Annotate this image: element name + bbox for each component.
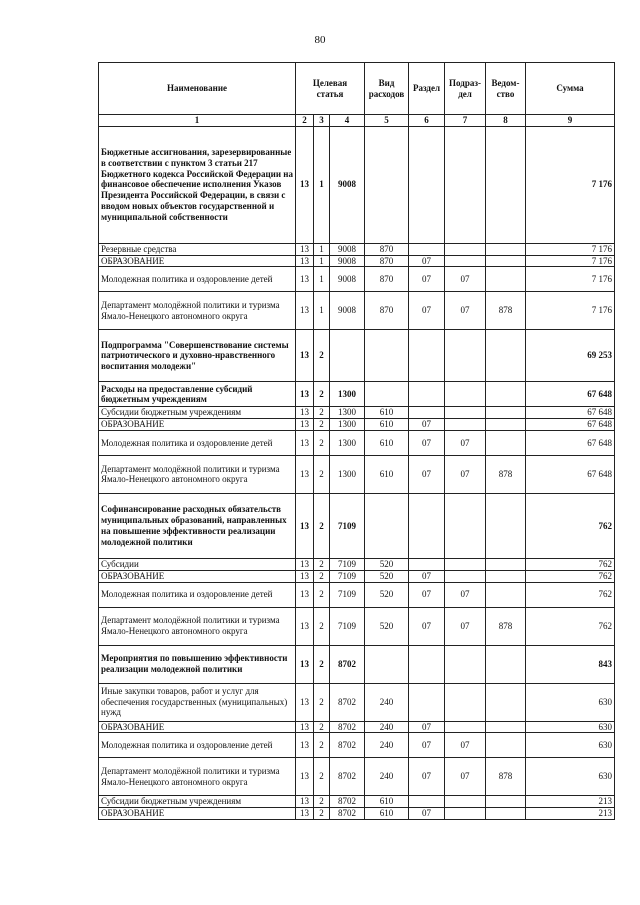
target-subprogram-cell: 2 [314,430,330,455]
table-row [99,330,615,382]
sum-cell: 630 [526,733,615,758]
expense-kind-cell [365,126,409,243]
table-row [99,430,615,455]
section-cell: 07 [409,607,445,645]
column-number: 4 [330,115,365,127]
subsection-cell [445,493,486,558]
row-name-cell: Бюджетные ассигнования, зарезервированные в соответствии с пунктом 3 статьи 217 Бюджетного кодекса Российской Федерации на финансовое обеспечение исполнения Указов Президента Российской Федерации, в связи с вводом новых объектов государственной и муниципальной собственности [99,126,296,243]
column-number: 3 [314,115,330,127]
subsection-cell [445,558,486,570]
row-name-cell: Резервные средства [99,243,296,255]
header-subsection [445,63,486,115]
section-cell [409,126,445,243]
sum-cell: 69 253 [526,330,615,382]
department-cell: 878 [486,607,526,645]
sum-cell: 67 648 [526,430,615,455]
subsection-cell [445,419,486,431]
target-direction-cell: 9008 [330,255,365,267]
target-program-cell: 13 [296,126,314,243]
row-name-cell: Субсидии бюджетным учреждениям [99,796,296,808]
target-program-cell: 13 [296,407,314,419]
row-name-cell: Департамент молодёжной политики и туризма Ямало-Ненецкого автономного округа [99,758,296,796]
table-row [99,292,615,330]
target-subprogram-cell: 2 [314,382,330,407]
section-cell [409,645,445,683]
target-program-cell: 13 [296,808,314,820]
column-number: 1 [99,115,296,127]
sum-cell: 7 176 [526,267,615,292]
target-program-cell: 13 [296,758,314,796]
department-cell [486,645,526,683]
row-name-cell: Департамент молодёжной политики и туризма Ямало-Ненецкого автономного округа [99,607,296,645]
department-cell: 878 [486,455,526,493]
header-kind-line2: расходов [368,88,405,99]
sum-cell: 67 648 [526,382,615,407]
table-row [99,267,615,292]
department-cell [486,582,526,607]
subsection-cell: 07 [445,455,486,493]
subsection-cell: 07 [445,733,486,758]
header-subsection-line1: Подраз- [449,77,481,88]
department-cell [486,721,526,733]
subsection-cell: 07 [445,430,486,455]
target-subprogram-cell: 2 [314,796,330,808]
header-section: Раздел [409,63,445,115]
target-subprogram-cell: 2 [314,808,330,820]
sum-cell: 7 176 [526,292,615,330]
row-name-cell: Софинансирование расходных обязательств муниципальных образований, направленных на повышение эффективности реализации молодежной политики [99,493,296,558]
target-program-cell: 13 [296,267,314,292]
expense-kind-cell: 520 [365,607,409,645]
target-direction-cell: 8702 [330,645,365,683]
table-row [99,382,615,407]
department-cell: 878 [486,292,526,330]
target-subprogram-cell: 1 [314,255,330,267]
page-number: 80 [314,34,326,46]
table-row [99,582,615,607]
section-cell: 07 [409,570,445,582]
row-name-cell: Субсидии бюджетным учреждениям [99,407,296,419]
subsection-cell [445,683,486,721]
header-subsection-line2: дел [458,88,472,99]
expense-kind-cell: 240 [365,733,409,758]
sum-cell: 762 [526,570,615,582]
table-row [99,808,615,820]
target-direction-cell: 7109 [330,582,365,607]
section-cell: 07 [409,455,445,493]
target-program-cell: 13 [296,645,314,683]
target-direction-cell: 7109 [330,607,365,645]
target-direction-cell: 1300 [330,407,365,419]
header-kind-line1: Вид [378,77,395,88]
subsection-cell [445,243,486,255]
target-subprogram-cell: 1 [314,126,330,243]
target-subprogram-cell: 2 [314,607,330,645]
table-row [99,683,615,721]
section-cell [409,243,445,255]
department-cell [486,255,526,267]
section-cell: 07 [409,808,445,820]
expense-kind-cell: 870 [365,243,409,255]
table-row [99,493,615,558]
table-header-row [99,63,615,115]
department-cell [486,733,526,758]
target-direction-cell: 9008 [330,292,365,330]
target-subprogram-cell: 2 [314,758,330,796]
header-sum: Сумма [526,63,615,115]
subsection-cell: 07 [445,582,486,607]
department-cell [486,382,526,407]
sum-cell: 67 648 [526,407,615,419]
sum-cell: 843 [526,645,615,683]
sum-cell: 67 648 [526,419,615,431]
row-name-cell: ОБРАЗОВАНИЕ [99,721,296,733]
subsection-cell [445,721,486,733]
column-number: 6 [409,115,445,127]
section-cell: 07 [409,721,445,733]
column-number: 7 [445,115,486,127]
row-name-cell: ОБРАЗОВАНИЕ [99,255,296,267]
target-program-cell: 13 [296,292,314,330]
target-program-cell: 13 [296,330,314,382]
target-subprogram-cell: 2 [314,455,330,493]
target-subprogram-cell: 2 [314,407,330,419]
target-program-cell: 13 [296,558,314,570]
row-name-cell: Субсидии [99,558,296,570]
sum-cell: 7 176 [526,255,615,267]
section-cell [409,382,445,407]
expense-kind-cell: 520 [365,558,409,570]
subsection-cell [445,808,486,820]
target-subprogram-cell: 2 [314,582,330,607]
target-direction-cell: 8702 [330,808,365,820]
table-row [99,570,615,582]
header-target-line2: статья [316,88,344,99]
sum-cell: 630 [526,758,615,796]
row-name-cell: Молодежная политика и оздоровление детей [99,430,296,455]
section-cell [409,407,445,419]
expense-kind-cell: 870 [365,267,409,292]
table-row [99,607,615,645]
target-direction-cell: 8702 [330,796,365,808]
table-body [99,126,615,819]
section-cell: 07 [409,255,445,267]
target-direction-cell: 8702 [330,721,365,733]
sum-cell: 762 [526,582,615,607]
target-subprogram-cell: 2 [314,683,330,721]
row-name-cell: Молодежная политика и оздоровление детей [99,267,296,292]
expense-kind-cell [365,330,409,382]
target-direction-cell: 7109 [330,558,365,570]
table-row [99,796,615,808]
section-cell: 07 [409,758,445,796]
section-cell [409,796,445,808]
target-direction-cell: 9008 [330,243,365,255]
target-direction-cell: 8702 [330,758,365,796]
department-cell [486,808,526,820]
header-target-line1: Целевая [312,77,348,88]
target-program-cell: 13 [296,493,314,558]
expense-kind-cell: 610 [365,430,409,455]
target-subprogram-cell: 1 [314,267,330,292]
target-direction-cell: 1300 [330,419,365,431]
section-cell [409,558,445,570]
subsection-cell [445,255,486,267]
subsection-cell [445,570,486,582]
department-cell [486,419,526,431]
target-program-cell: 13 [296,255,314,267]
column-number: 8 [486,115,526,127]
department-cell [486,430,526,455]
department-cell [486,493,526,558]
row-name-cell: Мероприятия по повышению эффективности реализации молодежной политики [99,645,296,683]
table-row [99,558,615,570]
expense-kind-cell: 610 [365,419,409,431]
expense-kind-cell: 520 [365,570,409,582]
budget-table [98,62,615,820]
row-name-cell: Молодежная политика и оздоровление детей [99,582,296,607]
expense-kind-cell [365,382,409,407]
column-number: 9 [526,115,615,127]
expense-kind-cell: 520 [365,582,409,607]
section-cell: 07 [409,267,445,292]
expense-kind-cell: 610 [365,407,409,419]
expense-kind-cell: 610 [365,808,409,820]
expense-kind-cell: 610 [365,455,409,493]
header-expense-kind [365,63,409,115]
target-program-cell: 13 [296,382,314,407]
expense-kind-cell: 870 [365,292,409,330]
subsection-cell [445,330,486,382]
sum-cell: 762 [526,493,615,558]
table-row [99,243,615,255]
column-number: 2 [296,115,314,127]
subsection-cell: 07 [445,292,486,330]
target-subprogram-cell: 1 [314,292,330,330]
target-program-cell: 13 [296,243,314,255]
column-number-row [99,115,615,127]
target-program-cell: 13 [296,683,314,721]
table-row [99,126,615,243]
column-number: 5 [365,115,409,127]
target-direction-cell: 9008 [330,267,365,292]
table-row [99,419,615,431]
department-cell [486,796,526,808]
table-row [99,455,615,493]
expense-kind-cell: 870 [365,255,409,267]
target-subprogram-cell: 2 [314,419,330,431]
target-direction-cell: 8702 [330,733,365,758]
target-program-cell: 13 [296,796,314,808]
target-direction-cell: 7109 [330,570,365,582]
row-name-cell: Департамент молодёжной политики и туризма Ямало-Ненецкого автономного округа [99,455,296,493]
target-program-cell: 13 [296,607,314,645]
section-cell: 07 [409,292,445,330]
sum-cell: 213 [526,808,615,820]
sum-cell: 630 [526,683,615,721]
target-subprogram-cell: 2 [314,721,330,733]
section-cell: 07 [409,419,445,431]
header-dept-line2: ство [496,88,515,99]
target-direction-cell: 1300 [330,430,365,455]
target-direction-cell [330,330,365,382]
target-direction-cell: 7109 [330,493,365,558]
expense-kind-cell: 240 [365,721,409,733]
subsection-cell [445,796,486,808]
expense-kind-cell: 240 [365,683,409,721]
department-cell [486,126,526,243]
department-cell: 878 [486,758,526,796]
sum-cell: 7 176 [526,243,615,255]
department-cell [486,267,526,292]
row-name-cell: ОБРАЗОВАНИЕ [99,419,296,431]
section-cell: 07 [409,733,445,758]
target-direction-cell: 1300 [330,455,365,493]
department-cell [486,683,526,721]
department-cell [486,243,526,255]
subsection-cell [445,407,486,419]
target-subprogram-cell: 2 [314,733,330,758]
subsection-cell: 07 [445,758,486,796]
target-program-cell: 13 [296,721,314,733]
subsection-cell: 07 [445,267,486,292]
department-cell [486,407,526,419]
header-name: Наименование [99,63,296,115]
subsection-cell: 07 [445,607,486,645]
table-row [99,645,615,683]
department-cell [486,330,526,382]
sum-cell: 213 [526,796,615,808]
target-program-cell: 13 [296,430,314,455]
table-row [99,758,615,796]
table-row [99,721,615,733]
expense-kind-cell [365,645,409,683]
subsection-cell [445,645,486,683]
target-program-cell: 13 [296,582,314,607]
sum-cell: 7 176 [526,126,615,243]
table-row [99,255,615,267]
target-program-cell: 13 [296,455,314,493]
sum-cell: 762 [526,558,615,570]
row-name-cell: Иные закупки товаров, работ и услуг для обеспечения государственных (муниципальных) нужд [99,683,296,721]
target-program-cell: 13 [296,419,314,431]
target-program-cell: 13 [296,570,314,582]
target-subprogram-cell: 2 [314,493,330,558]
header-department [486,63,526,115]
section-cell [409,493,445,558]
row-name-cell: Подпрограмма "Совершенствование системы патриотического и духовно-нравственного воспитания молодежи" [99,330,296,382]
sum-cell: 67 648 [526,455,615,493]
sum-cell: 762 [526,607,615,645]
row-name-cell: Расходы на предоставление субсидий бюджетным учреждениям [99,382,296,407]
expense-kind-cell [365,493,409,558]
header-dept-line1: Ведом- [491,77,520,88]
row-name-cell: ОБРАЗОВАНИЕ [99,570,296,582]
department-cell [486,570,526,582]
target-subprogram-cell: 2 [314,330,330,382]
section-cell: 07 [409,430,445,455]
section-cell [409,683,445,721]
sum-cell: 630 [526,721,615,733]
table-row [99,733,615,758]
target-subprogram-cell: 2 [314,558,330,570]
expense-kind-cell: 610 [365,796,409,808]
department-cell [486,558,526,570]
row-name-cell: Департамент молодёжной политики и туризма Ямало-Ненецкого автономного округа [99,292,296,330]
target-direction-cell: 9008 [330,126,365,243]
subsection-cell [445,126,486,243]
target-subprogram-cell: 2 [314,645,330,683]
section-cell: 07 [409,582,445,607]
subsection-cell [445,382,486,407]
row-name-cell: Молодежная политика и оздоровление детей [99,733,296,758]
header-target-article [296,63,365,115]
target-direction-cell: 1300 [330,382,365,407]
row-name-cell: ОБРАЗОВАНИЕ [99,808,296,820]
table-row [99,407,615,419]
section-cell [409,330,445,382]
target-subprogram-cell: 2 [314,570,330,582]
expense-kind-cell: 240 [365,758,409,796]
target-program-cell: 13 [296,733,314,758]
target-subprogram-cell: 1 [314,243,330,255]
target-direction-cell: 8702 [330,683,365,721]
